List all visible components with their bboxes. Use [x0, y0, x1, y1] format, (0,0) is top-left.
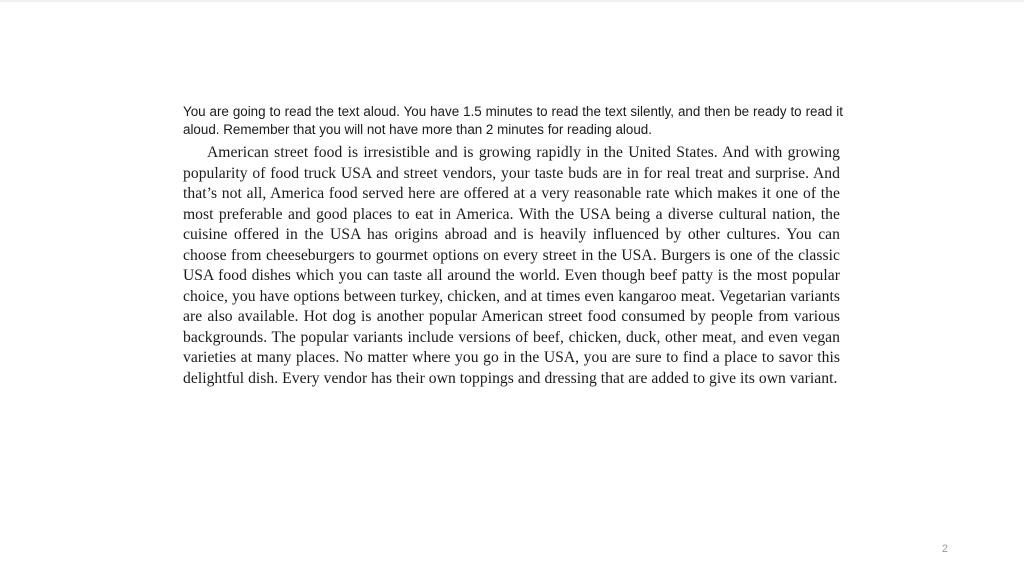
reading-passage: American street food is irresistible and is growing rapidly in the United States. And with growing popularity of food truck USA and street vendors, your taste buds are in for real treat and surprise. And that’s not all, America food served here are offered at a very reasonable rate which makes it one of the most preferable and good places to eat in America. With the USA being a diverse cultural nation, the cuisine offered in the USA has origins abroad and is heavily influenced by other cultures. You can choose from cheeseburgers to gourmet options on every street in the USA. Burgers is one of the classic USA food dishes which you can taste all around the world. Even though beef patty is the most popular choice, you have options between turkey, chicken, and at times even kangaroo meat. Vegetarian variants are also available. Hot dog is another popular American street food consumed by people from various backgrounds. The popular variants include versions of beef, chicken, duck, other meat, and even vegan varieties at many places. No matter where you go in the USA, you are sure to find a place to savor this delightful dish. Every vendor has their own toppings and dressing that are added to give its own variant. [183, 144, 840, 387]
top-divider [0, 0, 1024, 2]
task-instructions: You are going to read the text aloud. You have 1.5 minutes to read the text silently, and then be ready to read it aloud. Remember that you will not have more than 2 minutes for reading aloud. [183, 104, 843, 137]
page-number: 2 [941, 543, 948, 555]
